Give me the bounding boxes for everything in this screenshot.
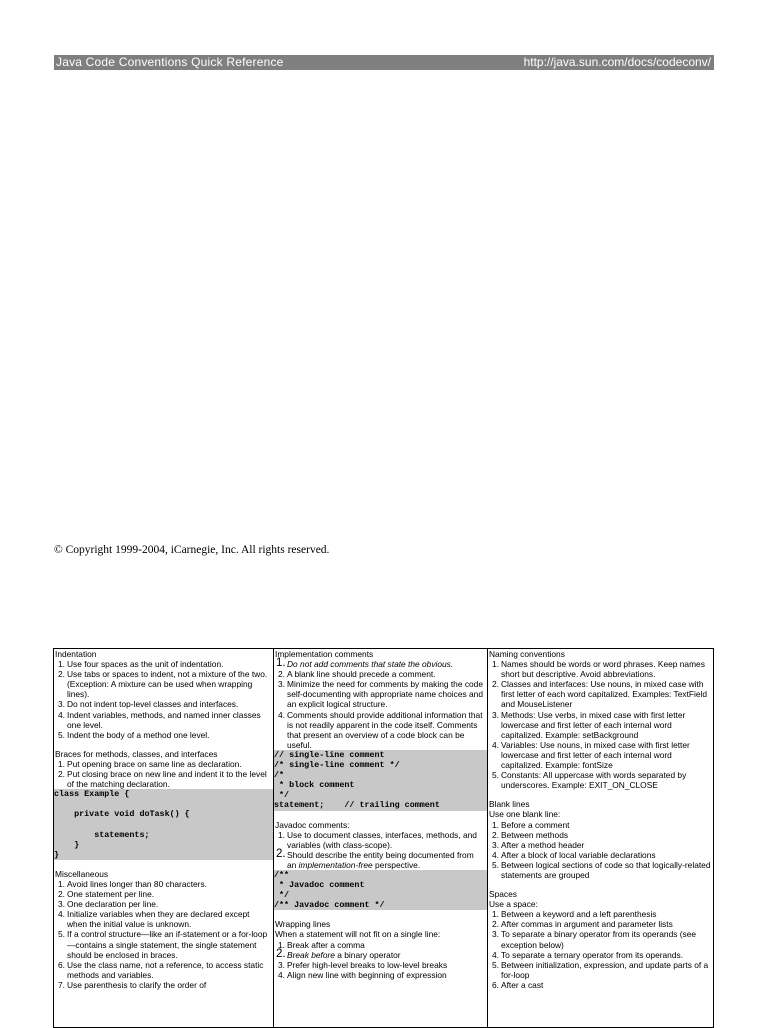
list-item: 2. Should describe the entity being documented from an implementation-free perspective. <box>276 847 474 870</box>
braces-list <box>54 759 273 789</box>
header-banner <box>54 55 714 70</box>
code-example: // single-line comment /* single-line comment */ /* * block comment */ statement; // trailing comment <box>274 750 487 811</box>
list-item: 3. Do not indent top-level classes and interfaces. <box>58 699 239 710</box>
document-title: Java Code Conventions Quick Reference <box>56 55 284 69</box>
javadoc-list <box>274 830 487 870</box>
column-right <box>488 649 714 1027</box>
code-example: class Example { private void doTask() { statements; } } <box>54 789 273 860</box>
column-left <box>54 649 274 1027</box>
list-item: 2. Break before a binary operator <box>276 947 401 960</box>
list-item: 5. Constants: All uppercase with words separated by underscores. Example: EXIT_ON_CLOSE <box>492 770 687 791</box>
wrapping-section <box>274 919 487 980</box>
section-lead: When a statement will not fit on a single line: <box>275 929 441 940</box>
list-item: 3. Prefer high-level breaks to low-level breaks <box>278 959 448 970</box>
list-item: 3. One declaration per line. <box>58 899 159 910</box>
list-item: 1. Do not add comments that state the obvious. <box>276 657 454 670</box>
list-item: 1. Break after a comma <box>278 939 365 950</box>
list-item: 3. After a method header <box>492 839 585 850</box>
section-lead: Use one blank line: <box>489 809 561 820</box>
javadoc-section <box>274 820 487 911</box>
section-lead: Use a space: <box>489 899 538 910</box>
impl-comments-section <box>274 649 487 811</box>
spaces-list <box>488 909 714 990</box>
list-item: 2. Put closing brace on new line and indent it to the level of the matching declaration. <box>58 769 267 790</box>
section-heading: Naming conventions <box>489 649 565 659</box>
section-heading: Indentation <box>55 649 97 659</box>
list-item: 4. Initialize variables when they are declared except when the initial value is unknown. <box>58 909 250 930</box>
list-item: 6. After a cast <box>492 979 544 990</box>
list-item: 5. Between logical sections of code so that logically-related statements are grouped <box>492 859 711 880</box>
naming-list <box>488 659 714 790</box>
list-item: 2. A blank line should precede a comment. <box>278 669 436 680</box>
list-item: 4. Indent variables, methods, and named inner classes one level. <box>58 709 261 730</box>
list-item: 3. Methods: Use verbs, in mixed case with first letter lowercase and first letter of each internal word capitalized. Example: setBackground <box>492 709 686 740</box>
list-item: 6. Use the class name, not a reference, to access static methods and variables. <box>58 959 264 980</box>
list-item: 2. One statement per line. <box>58 889 155 900</box>
misc-section <box>54 869 273 990</box>
section-heading: Blank lines <box>489 799 530 810</box>
list-item: 1. Before a comment <box>492 819 570 830</box>
section-heading: Implementation comments <box>275 649 374 659</box>
reference-table <box>53 648 714 1028</box>
list-item: 2. After commas in argument and parameter lists <box>492 919 673 930</box>
list-item: 2. Between methods <box>492 829 569 840</box>
section-heading: Wrapping lines <box>275 919 331 930</box>
list-item: 2. Classes and interfaces: Use nouns, in mixed case with first letter of each word capitalized. Examples: TextField and MouseListener <box>492 679 708 710</box>
list-item: 5. Indent the body of a method one level. <box>58 729 210 740</box>
list-item: 5. If a control structure—like an if-statement or a for-loop—contains a single statement, the single statement should be enclosed in braces. <box>58 929 268 960</box>
list-item: 4. To separate a ternary operator from its operands. <box>492 949 684 960</box>
code-example: /** * Javadoc comment */ /** Javadoc comment */ <box>274 870 487 910</box>
copyright-notice: © Copyright 1999-2004, iCarnegie, Inc. All rights reserved. <box>54 544 330 556</box>
section-heading: Braces for methods, classes, and interfaces <box>55 748 218 759</box>
list-item: 1. Use four spaces as the unit of indentation. <box>58 659 224 670</box>
list-item: 2. Use tabs or spaces to indent, not a mixture of the two. (Exception: A mixture can be used when wrapping lines). <box>58 669 268 700</box>
list-item: 1. Between a keyword and a left parenthesis <box>492 909 657 920</box>
braces-section <box>54 749 273 860</box>
list-item: 3. Minimize the need for comments by making the code self-documenting with appropriate name choices and an explicit logical structure. <box>278 679 483 710</box>
blank-lines-list <box>488 820 714 881</box>
reference-url[interactable]: http://java.sun.com/docs/codeconv/ <box>523 55 711 69</box>
blank-lines-section <box>488 799 714 880</box>
naming-section <box>488 649 714 790</box>
impl-comments-list <box>274 659 487 750</box>
section-heading: Javadoc comments: <box>275 819 350 830</box>
section-heading: Spaces <box>489 889 517 900</box>
list-item: 1. Put opening brace on same line as declaration. <box>58 758 242 769</box>
list-item: 5. Between initialization, expression, and update parts of a for-loop <box>492 959 709 980</box>
misc-list <box>54 879 273 990</box>
list-item: 3. To separate a binary operator from its operands (see exception below) <box>492 929 697 950</box>
spaces-section <box>488 889 714 990</box>
list-item: 4. Variables: Use nouns, in mixed case with first letter lowercase and first letter of each internal word capitalized. Example: fontSize <box>492 739 690 771</box>
section-heading: Miscellaneous <box>55 868 109 879</box>
column-middle <box>274 649 488 1027</box>
wrapping-list <box>274 940 487 980</box>
list-item: 4. Comments should provide additional information that is not readily apparent in the code itself. Comments that present an overview of a code block can be useful. <box>278 709 483 750</box>
list-item: 1. Names should be words or word phrases. Keep names short but descriptive. Avoid abbreviations. <box>492 659 705 680</box>
list-item: 4. After a block of local variable declarations <box>492 849 656 860</box>
list-item: 4. Align new line with beginning of expression <box>278 969 447 980</box>
list-item: 7. Use parenthesis to clarify the order of <box>58 979 207 990</box>
list-item: 1. Avoid lines longer than 80 characters. <box>58 878 207 889</box>
indentation-section <box>54 649 273 740</box>
indentation-list <box>54 659 273 740</box>
list-item: 1. Use to document classes, interfaces, methods, and variables (with class-scope). <box>278 829 477 850</box>
